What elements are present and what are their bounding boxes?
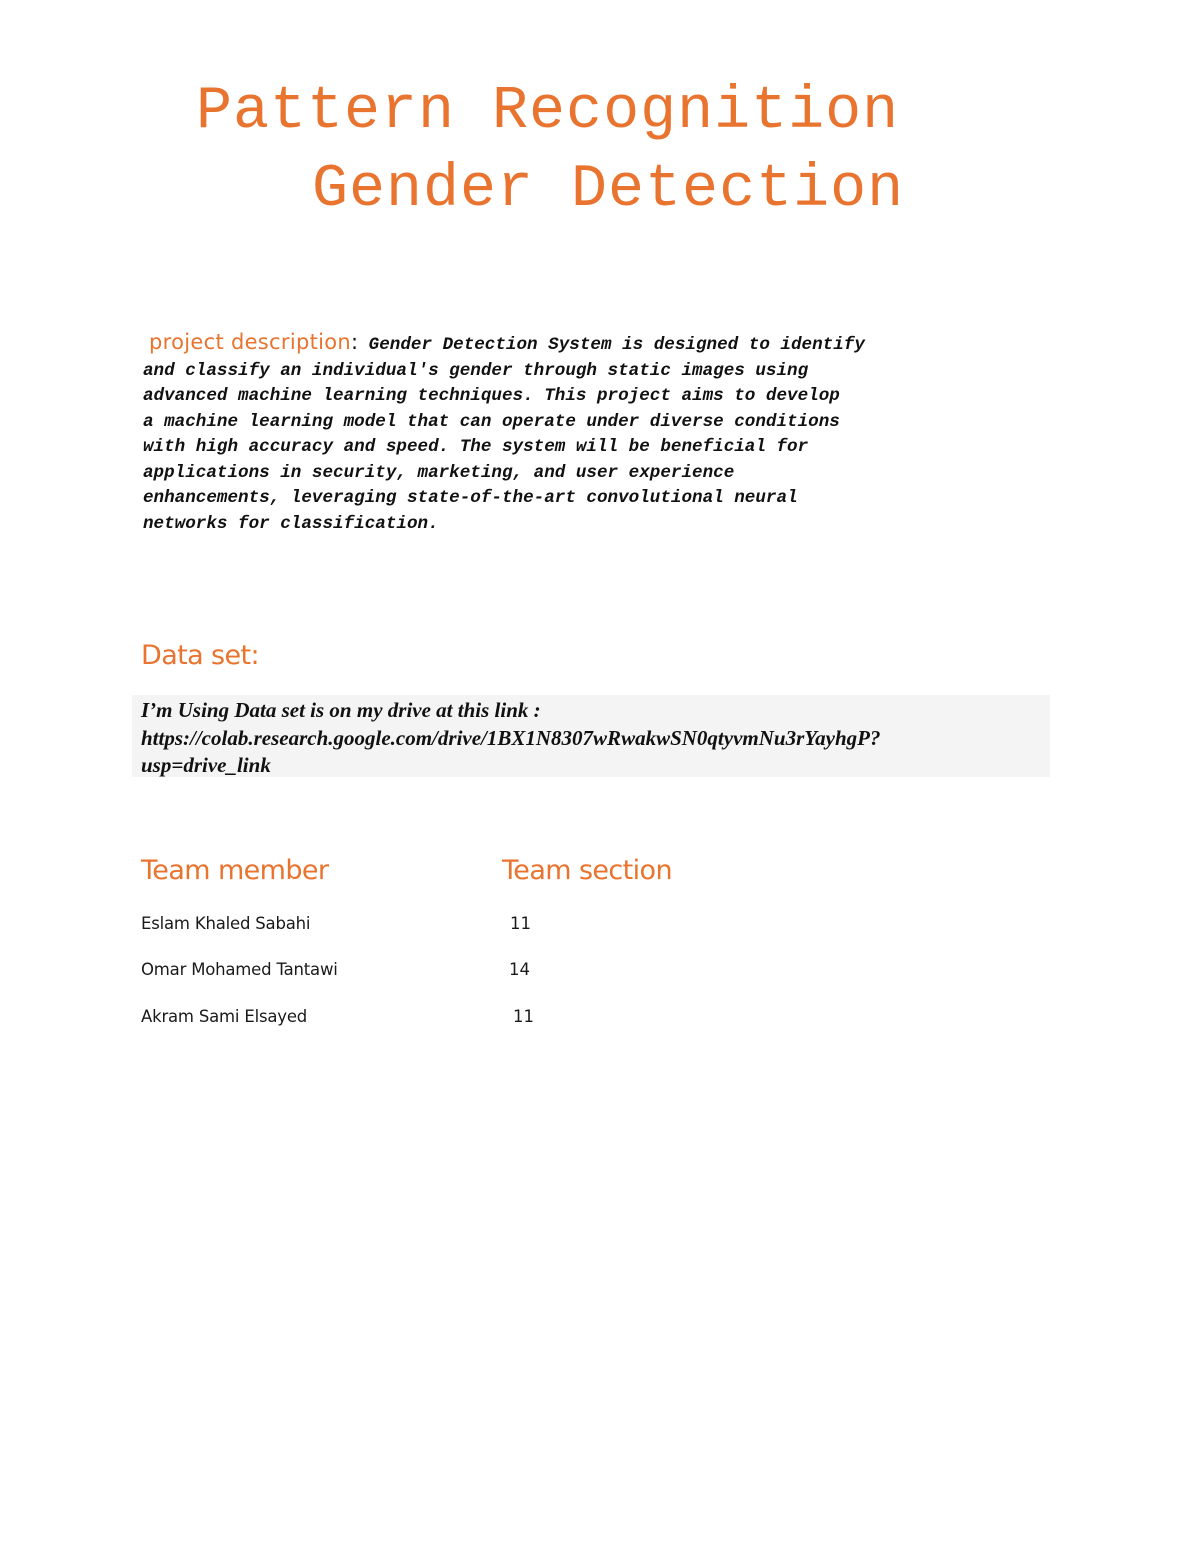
team-member-heading: Team member [141, 855, 329, 886]
description-line: Gender Detection System is designed to identify [368, 335, 865, 355]
title-line-2: Gender Detection [312, 156, 905, 224]
description-line: enhancements, leveraging state-of-the-art convolutional neural [143, 488, 798, 508]
description-line: networks for classification. [143, 513, 439, 534]
dataset-intro: I’m Using Data set is on my drive at this link : [141, 698, 541, 722]
description-line: with high accuracy and speed. The system will be beneficial for [143, 437, 809, 457]
description-line: a machine learning model that can operate under diverse conditions [143, 411, 840, 432]
dataset-link[interactable]: https://colab.research.google.com/drive/1BX1N8307wRwakwSN0qtyvmNu3rYayhgP? [141, 725, 881, 750]
description-colon: : [351, 330, 359, 354]
description-line: and classify an individual's gender through static images using [143, 360, 809, 381]
dataset-link-suffix[interactable]: usp=drive_link [141, 753, 271, 777]
description-label: project description [149, 330, 352, 354]
team-member-section: 11 [513, 1007, 534, 1026]
project-description [143, 330, 1058, 537]
dataset-heading: Data set: [141, 640, 260, 671]
team-row [0, 958, 1200, 984]
team-row [0, 912, 1200, 938]
team-member-section: 14 [509, 960, 530, 979]
team-member-name: Akram Sami Elsayed [141, 1007, 308, 1026]
team-member-section: 11 [510, 914, 531, 933]
description-first-line [143, 330, 1058, 359]
team-section-heading: Team section [502, 855, 672, 886]
description-line: advanced machine learning techniques. This project aims to develop [143, 386, 840, 406]
title-line-1: Pattern Recognition [196, 78, 900, 146]
team-row [0, 1005, 1200, 1031]
description-line: applications in security, marketing, and user experience [143, 462, 735, 483]
dataset-text [141, 697, 1046, 780]
team-member-name: Eslam Khaled Sabahi [141, 914, 311, 933]
team-member-name: Omar Mohamed Tantawi [141, 960, 338, 979]
